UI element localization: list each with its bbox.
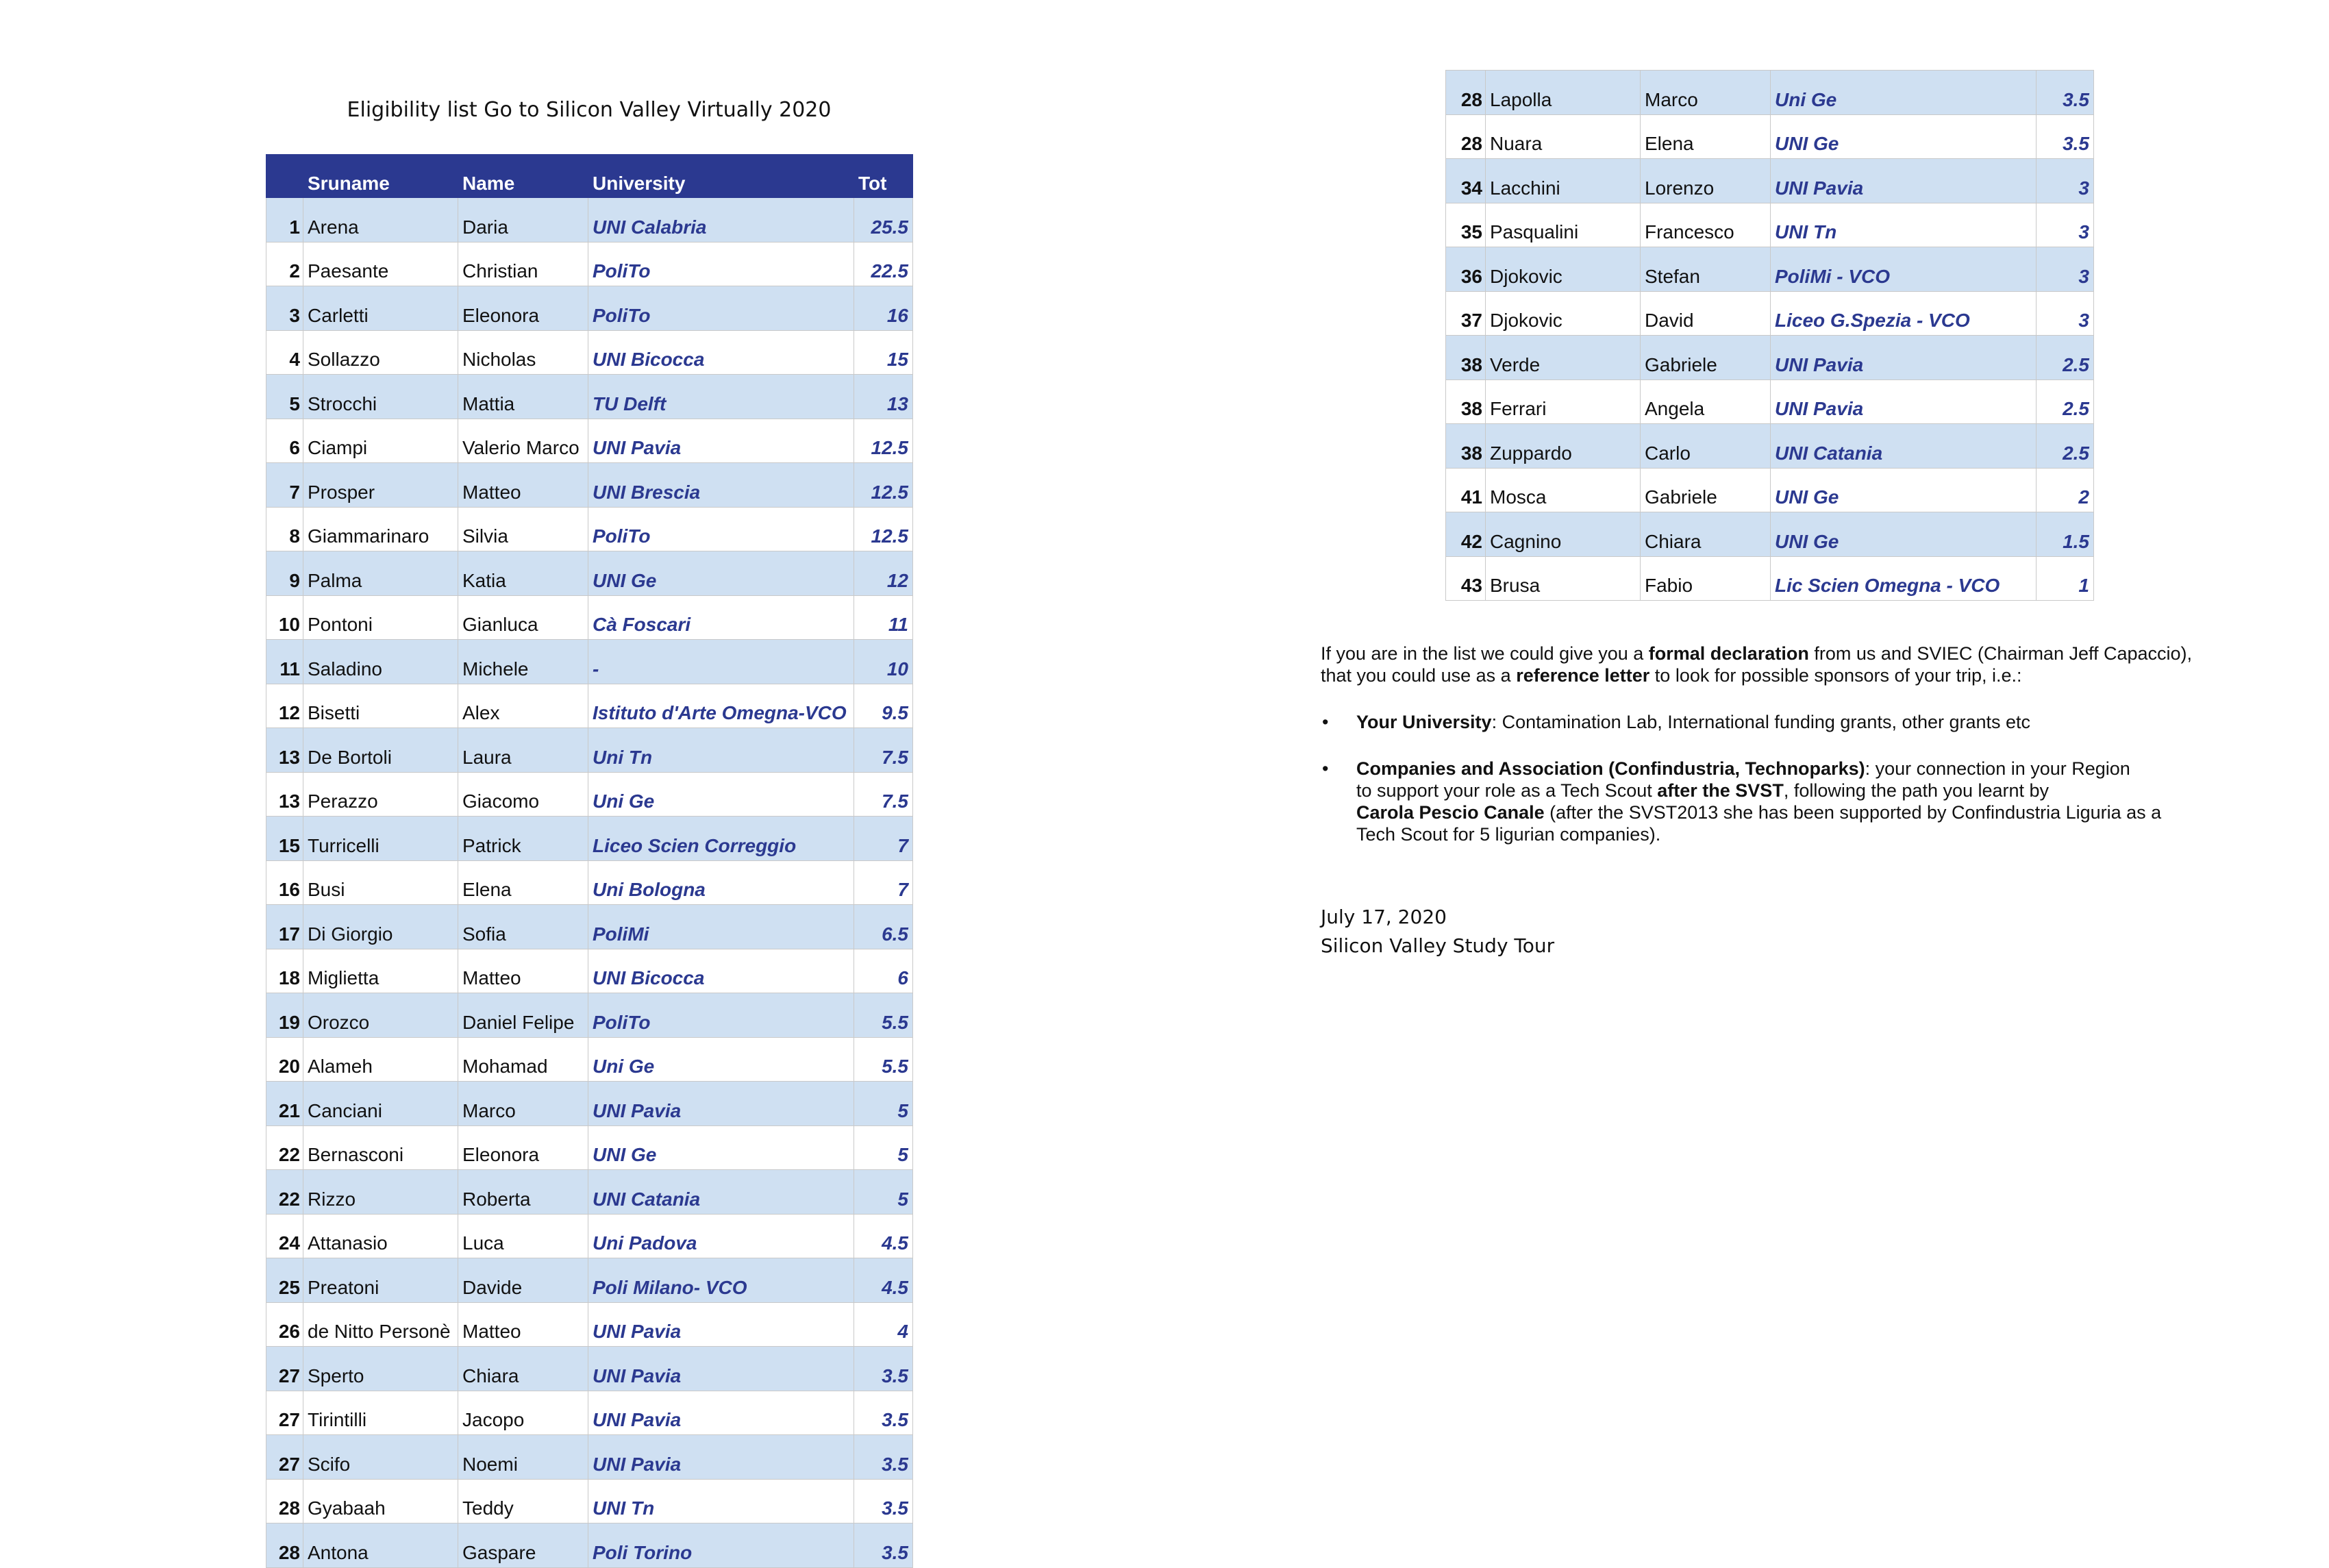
cell-total: 6 xyxy=(854,949,913,993)
cell-rank: 21 xyxy=(266,1082,303,1126)
cell-surname: Carletti xyxy=(303,286,458,331)
table-row xyxy=(266,1523,913,1568)
cell-rank: 17 xyxy=(266,905,303,949)
cell-university: UNI Catania xyxy=(588,1170,854,1215)
cell-university: UNI Pavia xyxy=(588,1435,854,1480)
cell-total: 11 xyxy=(854,595,913,640)
table-row xyxy=(266,640,913,684)
cell-name: Gaspare xyxy=(458,1523,588,1568)
cell-surname: Lacchini xyxy=(1486,159,1641,203)
cell-university: UNI Catania xyxy=(1771,424,2037,469)
cell-name: Matteo xyxy=(458,463,588,508)
cell-total: 9.5 xyxy=(854,684,913,728)
cell-surname: Miglietta xyxy=(303,949,458,993)
table-row xyxy=(266,772,913,817)
cell-university: PoliTo xyxy=(588,507,854,551)
cell-surname: Arena xyxy=(303,198,458,242)
cell-total: 2 xyxy=(2037,468,2094,512)
table-row xyxy=(266,286,913,331)
cell-surname: Cagnino xyxy=(1486,512,1641,557)
cell-surname: Attanasio xyxy=(303,1214,458,1258)
cell-total: 12.5 xyxy=(854,419,913,463)
cell-name: Lorenzo xyxy=(1641,159,1771,203)
cell-total: 13 xyxy=(854,375,913,419)
cell-total: 3 xyxy=(2037,203,2094,247)
cell-name: Silvia xyxy=(458,507,588,551)
cell-total: 3.5 xyxy=(854,1347,913,1391)
cell-rank: 28 xyxy=(1446,114,1486,159)
cell-surname: Orozco xyxy=(303,993,458,1038)
cell-name: Chiara xyxy=(1641,512,1771,557)
table-row xyxy=(266,419,913,463)
signature-date: July 17, 2020 xyxy=(1321,906,1447,928)
cell-surname: Turricelli xyxy=(303,817,458,861)
cell-university: PoliMi - VCO xyxy=(1771,247,2037,292)
table-row xyxy=(266,551,913,596)
table-row xyxy=(266,375,913,419)
table-row xyxy=(266,242,913,286)
cell-university: UNI Bicocca xyxy=(588,330,854,375)
cell-rank: 27 xyxy=(266,1347,303,1391)
bold-text: after the SVST xyxy=(1657,780,1784,801)
cell-surname: Giammarinaro xyxy=(303,507,458,551)
cell-surname: Zuppardo xyxy=(1486,424,1641,469)
info-bullet-list xyxy=(1321,711,2280,845)
cell-total: 5 xyxy=(854,1170,913,1215)
cell-name: Mattia xyxy=(458,375,588,419)
table-row xyxy=(266,1435,913,1480)
header-university: University xyxy=(588,155,854,198)
cell-surname: Canciani xyxy=(303,1082,458,1126)
cell-name: Valerio Marco xyxy=(458,419,588,463)
cell-total: 12 xyxy=(854,551,913,596)
cell-total: 7 xyxy=(854,817,913,861)
text: If you are in the list we could give you a xyxy=(1321,643,1649,664)
cell-total: 12.5 xyxy=(854,507,913,551)
cell-name: Luca xyxy=(458,1214,588,1258)
cell-rank: 10 xyxy=(266,595,303,640)
header-surname: Sruname xyxy=(303,155,458,198)
table-row xyxy=(266,1479,913,1523)
table-row xyxy=(266,905,913,949)
cell-rank: 28 xyxy=(1446,71,1486,115)
cell-total: 2.5 xyxy=(2037,336,2094,380)
cell-name: Angela xyxy=(1641,379,1771,424)
cell-rank: 1 xyxy=(266,198,303,242)
reference-letter-info xyxy=(1321,643,2280,845)
cell-university: Uni Ge xyxy=(1771,71,2037,115)
cell-rank: 16 xyxy=(266,860,303,905)
cell-university: UNI Ge xyxy=(588,1125,854,1170)
table-row xyxy=(1446,379,2094,424)
cell-rank: 27 xyxy=(266,1435,303,1480)
cell-total: 12.5 xyxy=(854,463,913,508)
cell-total: 3.5 xyxy=(2037,71,2094,115)
cell-total: 3.5 xyxy=(2037,114,2094,159)
cell-name: Chiara xyxy=(458,1347,588,1391)
cell-surname: Saladino xyxy=(303,640,458,684)
cell-surname: de Nitto Personè xyxy=(303,1302,458,1347)
cell-name: Davide xyxy=(458,1258,588,1303)
cell-name: Jacopo xyxy=(458,1391,588,1435)
cell-surname: Alameh xyxy=(303,1037,458,1082)
cell-rank: 6 xyxy=(266,419,303,463)
cell-rank: 19 xyxy=(266,993,303,1038)
cell-university: Uni Tn xyxy=(588,728,854,773)
cell-total: 16 xyxy=(854,286,913,331)
cell-name: Alex xyxy=(458,684,588,728)
cell-name: Marco xyxy=(1641,71,1771,115)
header-rank xyxy=(266,155,303,198)
cell-name: Patrick xyxy=(458,817,588,861)
cell-university: Uni Bologna xyxy=(588,860,854,905)
cell-name: Teddy xyxy=(458,1479,588,1523)
cell-rank: 9 xyxy=(266,551,303,596)
cell-surname: Prosper xyxy=(303,463,458,508)
table-row xyxy=(266,463,913,508)
cell-rank: 35 xyxy=(1446,203,1486,247)
text: to support your role as a Tech Scout xyxy=(1356,780,1658,801)
cell-surname: Scifo xyxy=(303,1435,458,1480)
cell-total: 3.5 xyxy=(854,1479,913,1523)
cell-university: PoliTo xyxy=(588,286,854,331)
cell-total: 1.5 xyxy=(2037,512,2094,557)
cell-university: Lic Scien Omegna - VCO xyxy=(1771,556,2037,601)
cell-university: Cà Foscari xyxy=(588,595,854,640)
header-name: Name xyxy=(458,155,588,198)
table-row xyxy=(266,1125,913,1170)
cell-rank: 7 xyxy=(266,463,303,508)
signature-block xyxy=(1321,903,1554,960)
table-row xyxy=(1446,247,2094,292)
cell-rank: 5 xyxy=(266,375,303,419)
cell-total: 5 xyxy=(854,1125,913,1170)
cell-name: Elena xyxy=(1641,114,1771,159)
bullet-dot-icon: • xyxy=(1322,758,1329,779)
cell-university: UNI Pavia xyxy=(588,1082,854,1126)
text: from us and SVIEC (Chairman Jeff Capaccio), xyxy=(1808,643,2193,664)
cell-surname: Djokovic xyxy=(1486,247,1641,292)
cell-name: Carlo xyxy=(1641,424,1771,469)
cell-total: 22.5 xyxy=(854,242,913,286)
cell-total: 3 xyxy=(2037,291,2094,336)
cell-surname: Palma xyxy=(303,551,458,596)
cell-rank: 18 xyxy=(266,949,303,993)
cell-university: UNI Brescia xyxy=(588,463,854,508)
cell-university: UNI Ge xyxy=(588,551,854,596)
cell-surname: Verde xyxy=(1486,336,1641,380)
cell-rank: 37 xyxy=(1446,291,1486,336)
info-bullet-item xyxy=(1321,711,2280,733)
cell-name: Gabriele xyxy=(1641,468,1771,512)
cell-name: Nicholas xyxy=(458,330,588,375)
bold-text: Carola Pescio Canale xyxy=(1356,802,1545,823)
cell-university: UNI Bicocca xyxy=(588,949,854,993)
cell-university: UNI Calabria xyxy=(588,198,854,242)
cell-total: 4 xyxy=(854,1302,913,1347)
cell-name: Fabio xyxy=(1641,556,1771,601)
cell-total: 6.5 xyxy=(854,905,913,949)
cell-rank: 11 xyxy=(266,640,303,684)
cell-university: Liceo G.Spezia - VCO xyxy=(1771,291,2037,336)
cell-university: Poli Milano- VCO xyxy=(588,1258,854,1303)
cell-rank: 42 xyxy=(1446,512,1486,557)
cell-rank: 27 xyxy=(266,1391,303,1435)
cell-university: UNI Pavia xyxy=(588,1391,854,1435)
text: , following the path you learnt by xyxy=(1783,780,2050,801)
cell-rank: 43 xyxy=(1446,556,1486,601)
cell-surname: Pasqualini xyxy=(1486,203,1641,247)
cell-total: 7 xyxy=(854,860,913,905)
bold-text: Companies and Association (Confindustria, Technoparks) xyxy=(1356,758,1865,779)
cell-university: Liceo Scien Correggio xyxy=(588,817,854,861)
table-header-row xyxy=(266,155,913,198)
cell-surname: Ferrari xyxy=(1486,379,1641,424)
cell-surname: Sperto xyxy=(303,1347,458,1391)
cell-rank: 26 xyxy=(266,1302,303,1347)
cell-surname: Gyabaah xyxy=(303,1479,458,1523)
table-row xyxy=(1446,291,2094,336)
cell-name: Matteo xyxy=(458,1302,588,1347)
table-row xyxy=(266,1037,913,1082)
cell-total: 4.5 xyxy=(854,1214,913,1258)
cell-university: Uni Ge xyxy=(588,1037,854,1082)
cell-name: Eleonora xyxy=(458,1125,588,1170)
cell-rank: 2 xyxy=(266,242,303,286)
table-row xyxy=(266,949,913,993)
cell-university: Istituto d'Arte Omegna-VCO xyxy=(588,684,854,728)
cell-surname: Djokovic xyxy=(1486,291,1641,336)
cell-total: 2.5 xyxy=(2037,379,2094,424)
cell-university: Uni Ge xyxy=(588,772,854,817)
bold-text: formal declaration xyxy=(1648,643,1809,664)
cell-surname: Strocchi xyxy=(303,375,458,419)
cell-name: Eleonora xyxy=(458,286,588,331)
table-row xyxy=(1446,114,2094,159)
cell-university: UNI Ge xyxy=(1771,468,2037,512)
table-row xyxy=(266,1258,913,1303)
cell-name: Sofia xyxy=(458,905,588,949)
cell-rank: 28 xyxy=(266,1479,303,1523)
cell-surname: Sollazzo xyxy=(303,330,458,375)
table-row xyxy=(1446,556,2094,601)
table-row xyxy=(266,817,913,861)
cell-university: UNI Ge xyxy=(1771,114,2037,159)
cell-rank: 41 xyxy=(1446,468,1486,512)
cell-surname: Mosca xyxy=(1486,468,1641,512)
eligibility-table-right xyxy=(1445,70,2094,601)
cell-rank: 28 xyxy=(266,1523,303,1568)
table-row xyxy=(1446,336,2094,380)
cell-rank: 38 xyxy=(1446,424,1486,469)
cell-total: 3 xyxy=(2037,159,2094,203)
cell-name: Daria xyxy=(458,198,588,242)
cell-name: Christian xyxy=(458,242,588,286)
text: that you could use as a xyxy=(1321,665,1517,686)
cell-university: PoliTo xyxy=(588,993,854,1038)
table-row xyxy=(266,728,913,773)
cell-university: - xyxy=(588,640,854,684)
text: : your connection in your Region xyxy=(1865,758,2130,779)
cell-name: Gianluca xyxy=(458,595,588,640)
text: (after the SVST2013 she has been supported by Confindustria Liguria as a xyxy=(1544,802,2162,823)
bold-text: reference letter xyxy=(1516,665,1650,686)
eligibility-table-left xyxy=(266,154,913,1568)
cell-name: Gabriele xyxy=(1641,336,1771,380)
cell-rank: 13 xyxy=(266,728,303,773)
cell-total: 3.5 xyxy=(854,1435,913,1480)
cell-university: UNI Ge xyxy=(1771,512,2037,557)
cell-name: Roberta xyxy=(458,1170,588,1215)
table-row xyxy=(266,684,913,728)
cell-surname: Bisetti xyxy=(303,684,458,728)
cell-rank: 13 xyxy=(266,772,303,817)
cell-surname: Paesante xyxy=(303,242,458,286)
cell-rank: 20 xyxy=(266,1037,303,1082)
cell-total: 10 xyxy=(854,640,913,684)
cell-name: Laura xyxy=(458,728,588,773)
cell-university: PoliTo xyxy=(588,242,854,286)
cell-total: 3.5 xyxy=(854,1523,913,1568)
cell-rank: 38 xyxy=(1446,336,1486,380)
cell-surname: Bernasconi xyxy=(303,1125,458,1170)
cell-name: Elena xyxy=(458,860,588,905)
info-intro xyxy=(1321,643,2280,686)
info-bullet-item xyxy=(1321,758,2280,845)
cell-surname: Nuara xyxy=(1486,114,1641,159)
table-row xyxy=(266,1082,913,1126)
cell-total: 5.5 xyxy=(854,993,913,1038)
cell-name: Matteo xyxy=(458,949,588,993)
cell-name: Katia xyxy=(458,551,588,596)
cell-rank: 25 xyxy=(266,1258,303,1303)
cell-total: 7.5 xyxy=(854,728,913,773)
cell-university: PoliMi xyxy=(588,905,854,949)
text: to look for possible sponsors of your trip, i.e.: xyxy=(1649,665,2022,686)
cell-rank: 22 xyxy=(266,1125,303,1170)
table-row xyxy=(1446,512,2094,557)
bullet-dot-icon: • xyxy=(1322,712,1329,732)
cell-surname: Tirintilli xyxy=(303,1391,458,1435)
cell-surname: Preatoni xyxy=(303,1258,458,1303)
cell-name: Marco xyxy=(458,1082,588,1126)
table-row xyxy=(1446,159,2094,203)
table-row xyxy=(266,1347,913,1391)
table-row xyxy=(266,1391,913,1435)
table-row xyxy=(266,1214,913,1258)
cell-rank: 15 xyxy=(266,817,303,861)
cell-name: Stefan xyxy=(1641,247,1771,292)
cell-rank: 38 xyxy=(1446,379,1486,424)
cell-total: 2.5 xyxy=(2037,424,2094,469)
cell-surname: Pontoni xyxy=(303,595,458,640)
cell-rank: 34 xyxy=(1446,159,1486,203)
table-row xyxy=(266,507,913,551)
text: : Contamination Lab, International funding grants, other grants etc xyxy=(1491,712,2031,732)
cell-name: Daniel Felipe xyxy=(458,993,588,1038)
table-row xyxy=(266,1170,913,1215)
cell-total: 5.5 xyxy=(854,1037,913,1082)
cell-rank: 4 xyxy=(266,330,303,375)
cell-surname: De Bortoli xyxy=(303,728,458,773)
cell-university: UNI Pavia xyxy=(588,419,854,463)
text: Tech Scout for 5 ligurian companies). xyxy=(1356,824,1661,845)
cell-surname: Ciampi xyxy=(303,419,458,463)
cell-surname: Rizzo xyxy=(303,1170,458,1215)
cell-university: UNI Pavia xyxy=(588,1302,854,1347)
cell-total: 5 xyxy=(854,1082,913,1126)
document-title: Eligibility list Go to Silicon Valley Virtually 2020 xyxy=(347,98,832,122)
cell-rank: 24 xyxy=(266,1214,303,1258)
cell-surname: Busi xyxy=(303,860,458,905)
cell-university: UNI Pavia xyxy=(1771,159,2037,203)
signature-organization: Silicon Valley Study Tour xyxy=(1321,934,1555,957)
cell-university: TU Delft xyxy=(588,375,854,419)
cell-university: UNI Pavia xyxy=(1771,379,2037,424)
cell-surname: Perazzo xyxy=(303,772,458,817)
cell-name: Michele xyxy=(458,640,588,684)
cell-total: 1 xyxy=(2037,556,2094,601)
cell-rank: 12 xyxy=(266,684,303,728)
cell-university: Uni Padova xyxy=(588,1214,854,1258)
table-row xyxy=(266,993,913,1038)
cell-name: Mohamad xyxy=(458,1037,588,1082)
cell-total: 15 xyxy=(854,330,913,375)
cell-surname: Di Giorgio xyxy=(303,905,458,949)
cell-university: UNI Pavia xyxy=(588,1347,854,1391)
table-row xyxy=(266,330,913,375)
bold-text: Your University xyxy=(1356,712,1492,732)
cell-surname: Antona xyxy=(303,1523,458,1568)
table-row xyxy=(266,1302,913,1347)
cell-university: Poli Torino xyxy=(588,1523,854,1568)
table-row xyxy=(1446,424,2094,469)
cell-university: UNI Tn xyxy=(1771,203,2037,247)
cell-total: 4.5 xyxy=(854,1258,913,1303)
cell-total: 3 xyxy=(2037,247,2094,292)
cell-surname: Brusa xyxy=(1486,556,1641,601)
table-row xyxy=(1446,203,2094,247)
cell-name: David xyxy=(1641,291,1771,336)
cell-total: 7.5 xyxy=(854,772,913,817)
cell-name: Giacomo xyxy=(458,772,588,817)
table-row xyxy=(1446,71,2094,115)
cell-rank: 22 xyxy=(266,1170,303,1215)
cell-total: 3.5 xyxy=(854,1391,913,1435)
cell-rank: 3 xyxy=(266,286,303,331)
cell-total: 25.5 xyxy=(854,198,913,242)
cell-name: Noemi xyxy=(458,1435,588,1480)
cell-rank: 8 xyxy=(266,507,303,551)
cell-rank: 36 xyxy=(1446,247,1486,292)
cell-name: Francesco xyxy=(1641,203,1771,247)
table-row xyxy=(1446,468,2094,512)
cell-university: UNI Tn xyxy=(588,1479,854,1523)
table-row xyxy=(266,860,913,905)
cell-university: UNI Pavia xyxy=(1771,336,2037,380)
header-total: Tot xyxy=(854,155,913,198)
cell-surname: Lapolla xyxy=(1486,71,1641,115)
table-row xyxy=(266,198,913,242)
table-row xyxy=(266,595,913,640)
